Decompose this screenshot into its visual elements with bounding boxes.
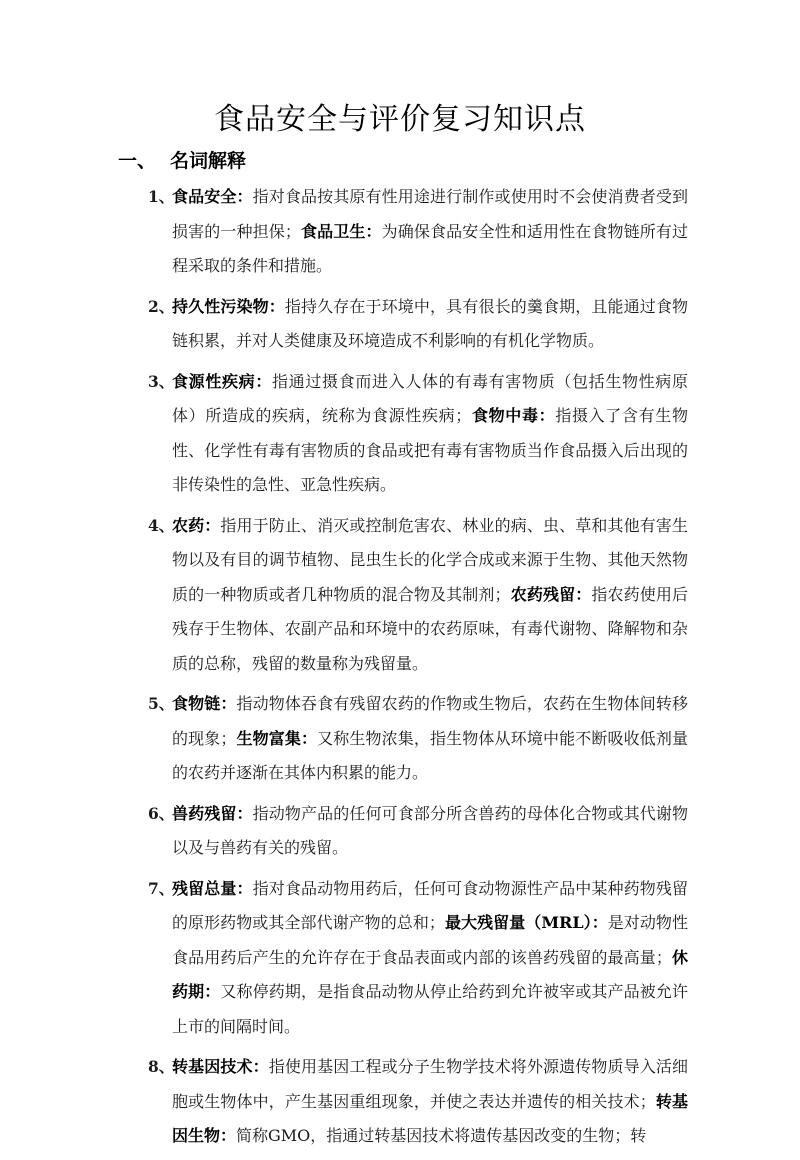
item-number: 7、: [148, 878, 175, 898]
definition-text: 指对食品动物用药后，任何可食动物源性产品中某种药物残留的原形药物或其全部代谢产物的总和；: [172, 878, 688, 932]
term-label: 残留总量：: [172, 878, 253, 898]
item-number: 5、: [148, 694, 175, 713]
definition-text: 指使用基因工程或分子生物学技术将外源遗传物质导入活细胞或生物体中，产生基因重组现象，并使之表达并遗传的相关技术；: [172, 1057, 688, 1111]
definition-text: 指农药使用后残存于生物体、农副产品和环境中的农药原味，有毒代谢物、降解物和杂质的总称，残留的数量称为残留量。: [172, 584, 688, 673]
term-label: 食品卫生：: [300, 221, 382, 241]
term-label: 食源性疾病：: [172, 371, 272, 391]
definition-item: [0, 290, 800, 359]
definition-text: 指持久存在于环境中，具有很长的羹食期，且能通过食物链积累，并对人类健康及环境造成不利影响的有机化学物质。: [172, 296, 688, 350]
definition-item: [0, 872, 800, 1045]
term-label: 最大残留量（MRL）：: [444, 913, 608, 932]
term-label: 兽药残留：: [172, 803, 253, 823]
item-number: 4、: [148, 515, 175, 535]
document-title: 食品安全与评价复习知识点: [214, 102, 586, 137]
term-label: 食物中毒：: [471, 406, 556, 425]
item-number: 3、: [148, 371, 175, 391]
definition-list: [0, 180, 800, 1160]
definition-text: 又称停药期，是指食品动物从停止给药到允许被宰或其产品被允许上市的间隔时间。: [172, 982, 688, 1036]
item-number: 8、: [148, 1057, 175, 1076]
item-number: 2、: [148, 296, 175, 316]
term-label: 转基因生物：: [172, 1091, 688, 1145]
term-label: 转基因技术：: [172, 1057, 269, 1076]
section-title: 名词解释: [170, 150, 247, 172]
definition-item: [0, 797, 800, 866]
definition-text: 指动物体吞食有残留农药的作物或生物后，农药在生物体间转移的现象；: [172, 694, 688, 748]
section-number: 一、: [118, 150, 157, 172]
definition-text: 是对动物性食品用药后产生的允许存在于食品表面或内部的该兽药残留的最高量；: [172, 913, 688, 967]
definition-item: [0, 365, 800, 503]
definition-text: 为确保食品安全性和适用性在食物链所有过程采取的条件和措施。: [172, 221, 688, 275]
item-number: 1、: [148, 187, 175, 206]
definition-text: 指摄入了含有生物性、化学性有毒有害物质的食品或把有毒有害物质当作食品摄入后出现的非传染性的急性、亚急性疾病。: [172, 406, 688, 494]
definition-item: [0, 687, 800, 791]
item-number: 6、: [148, 803, 175, 823]
definition-text: 指对食品按其原有性用途进行制作或使用时不会使消费者受到损害的一种担保；: [172, 187, 688, 241]
term-label: 生物富集：: [236, 728, 318, 748]
section-heading: [118, 146, 246, 176]
definition-text: 又称生物浓集，指生物体从环境中能不断吸收低剂量的农药并逐渐在其体内积累的能力。: [172, 728, 688, 782]
definition-item: [0, 180, 800, 284]
definition-text: 简称GMO，指通过转基因技术将遗传基因改变的生物；转: [236, 1126, 647, 1145]
term-label: 食品安全：: [172, 187, 253, 206]
term-label: 休药期：: [172, 947, 688, 1001]
term-label: 农药残留：: [510, 584, 592, 604]
term-label: 持久性污染物：: [172, 296, 285, 316]
definition-text: 指用于防止、消灭或控制危害农、林业的病、虫、草和其他有害生物以及有目的调节植物、昆虫生长的化学合成或来源于生物、其他天然物质的一种物质或者几种物质的混合物及其制剂；: [172, 515, 688, 604]
term-label: 食物链：: [172, 694, 237, 713]
term-label: 农药：: [172, 515, 221, 535]
definition-text: 指动物产品的任何可食部分所含兽药的母体化合物或其代谢物以及与兽药有关的残留。: [172, 803, 688, 857]
definition-item: [0, 509, 800, 682]
definition-item: [0, 1050, 800, 1154]
definition-text: 指通过摄食而进入人体的有毒有害物质（包括生物性病原体）所造成的疾病，统称为食源性疾病；: [172, 371, 688, 425]
